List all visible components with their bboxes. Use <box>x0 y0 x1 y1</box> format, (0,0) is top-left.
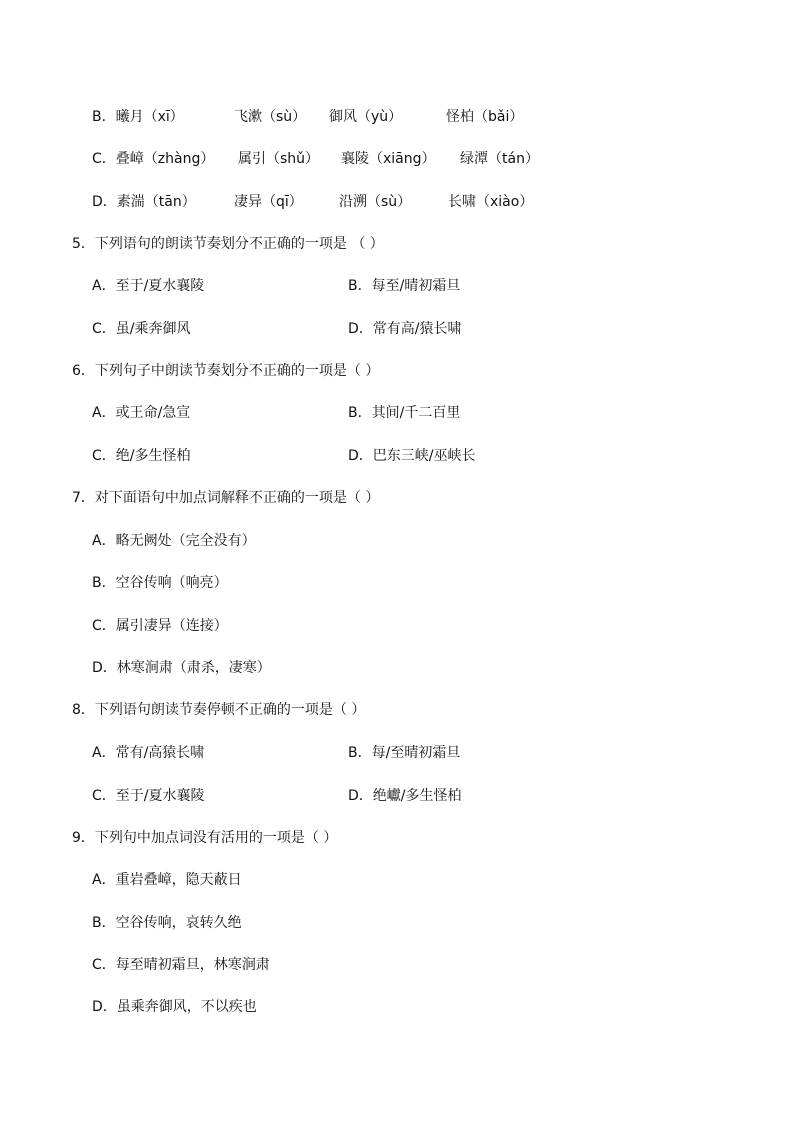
question-5-option-d: D．常有高/猿长啸 <box>348 321 462 337</box>
question-8-option-c: C．至于/夏水襄陵 <box>92 788 205 804</box>
question-9-option-b: B．空谷传响，哀转久绝 <box>92 915 242 931</box>
question-7-option-c: C．属引凄异（连接） <box>92 618 228 634</box>
question-6-option-b: B．其间/千二百里 <box>348 405 461 421</box>
q4-option-c-item-4: 绿潭（tán） <box>460 151 539 167</box>
q4-option-c-item-2: 属引（shǔ） <box>238 151 320 167</box>
question-7-stem: 7．对下面语句中加点词解释不正确的一项是（ ） <box>72 490 380 506</box>
question-6-option-a: A．或王命/急宣 <box>92 405 191 421</box>
q4-option-b-item-4: 怪柏（bǎi） <box>446 109 524 125</box>
question-8-stem: 8．下列语句朗读节奏停顿不正确的一项是（ ） <box>72 702 366 718</box>
question-6-option-c: C．绝/多生怪柏 <box>92 448 191 464</box>
question-9-stem: 9．下列句中加点词没有活用的一项是（ ） <box>72 830 338 846</box>
q4-option-c-item-3: 襄陵（xiāng） <box>341 151 436 167</box>
question-5-option-b: B．每至/晴初霜旦 <box>348 278 461 294</box>
question-8-option-b: B．每/至晴初霜旦 <box>348 745 461 761</box>
question-5-option-a: A．至于/夏水襄陵 <box>92 278 205 294</box>
q4-option-b-item-2: 飞漱（sù） <box>234 109 307 125</box>
q4-option-b-item-1: B．曦月（xī） <box>92 109 184 125</box>
question-8-option-a: A．常有/高猿长啸 <box>92 745 205 761</box>
question-5-stem: 5．下列语句的朗读节奏划分不正确的一项是 （ ） <box>72 236 384 252</box>
question-9-option-d: D．虽乘奔御风，不以疾也 <box>92 999 257 1015</box>
question-8-option-d: D．绝巘/多生怪柏 <box>348 788 462 804</box>
question-7-option-b: B．空谷传响（响亮） <box>92 575 228 591</box>
question-9-option-c: C．每至晴初霜旦，林寒涧肃 <box>92 957 270 973</box>
q4-option-b-item-3: 御风（yù） <box>329 109 403 125</box>
q4-option-d-item-2: 凄异（qī） <box>234 194 303 210</box>
question-9-option-a: A．重岩叠嶂，隐天蔽日 <box>92 872 242 888</box>
q4-option-c-item-1: C．叠嶂（zhàng） <box>92 151 215 167</box>
question-5-option-c: C．虽/乘奔御风 <box>92 321 191 337</box>
question-6-stem: 6．下列句子中朗读节奏划分不正确的一项是（ ） <box>72 363 380 379</box>
question-7-option-d: D．林寒涧肃（肃杀，凄寒） <box>92 660 271 676</box>
question-7-option-a: A．略无阙处（完全没有） <box>92 533 256 549</box>
q4-option-d-item-3: 沿溯（sù） <box>339 194 412 210</box>
question-6-option-d: D．巴东三峡/巫峡长 <box>348 448 476 464</box>
q4-option-d-item-1: D．素湍（tān） <box>92 194 196 210</box>
q4-option-d-item-4: 长啸（xiào） <box>448 194 534 210</box>
